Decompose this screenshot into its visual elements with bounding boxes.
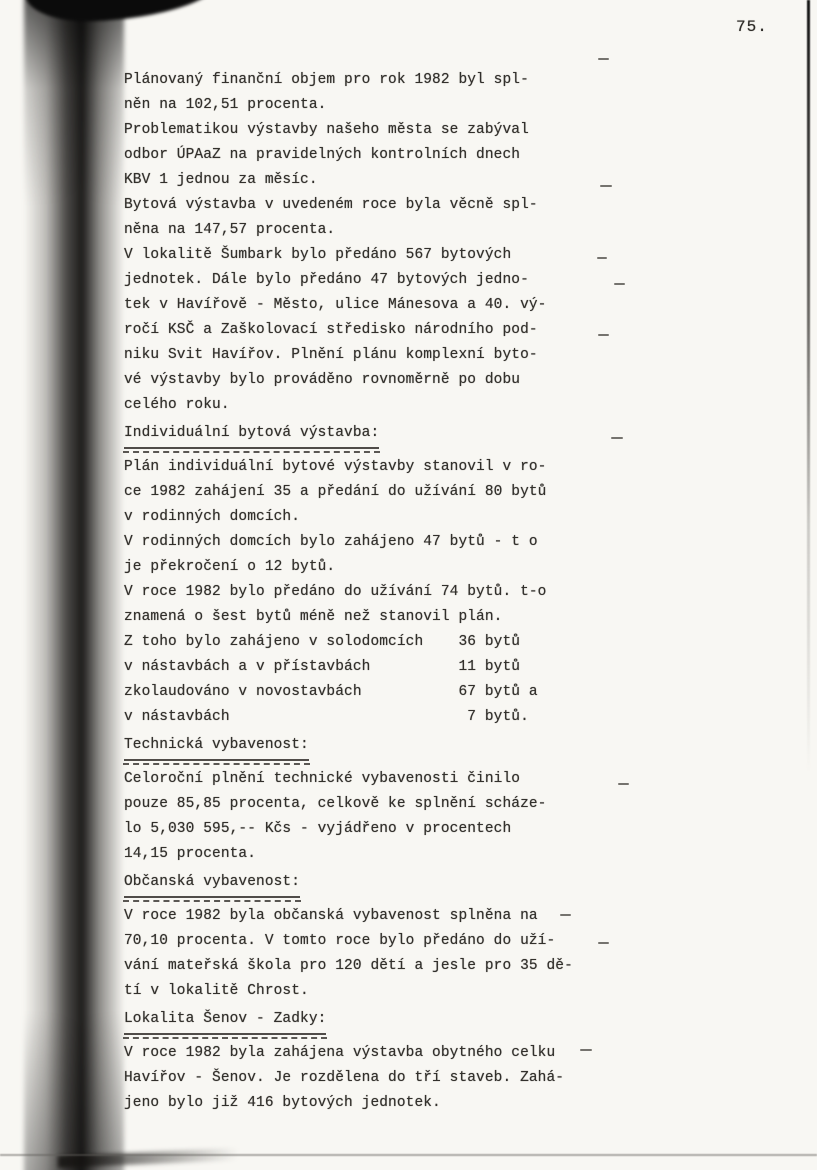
- text-line: znamená o šest bytů méně než stanovil plán.: [124, 609, 503, 625]
- text-line: V roce 1982 byla občanská vybavenost splněna na: [124, 908, 538, 924]
- text-line: V lokalitě Šumbark bylo předáno 567 bytových: [124, 247, 512, 263]
- text-line: 70,10 procenta. V tomto roce bylo předáno do uží-: [124, 933, 556, 949]
- section-heading-text: Technická vybavenost:: [124, 733, 309, 761]
- text-line: Bytová výstavba v uvedeném roce byla věcně spl-: [124, 197, 538, 213]
- text-line: niku Svit Havířov. Plnění plánu komplexní byto-: [124, 347, 538, 363]
- text-line: Problematikou výstavby našeho města se zabýval: [124, 122, 529, 138]
- text-line: zkolaudováno v novostavbách 67 bytů a: [124, 684, 538, 700]
- text-line: celého roku.: [124, 397, 230, 413]
- section-heading: [124, 733, 724, 758]
- text-line: Z toho bylo zahájeno v solodomcích 36 bytů: [124, 634, 521, 650]
- section-heading-text: Individuální bytová výstavba:: [124, 421, 379, 449]
- text-line: V roce 1982 byla zahájena výstavba obytného celku: [124, 1045, 556, 1061]
- text-line: ce 1982 zahájení 35 a předání do užívání 80 bytů: [124, 484, 547, 500]
- text-line: tí v lokalitě Chrost.: [124, 983, 309, 999]
- text-line: odbor ÚPAaZ na pravidelných kontrolních dnech: [124, 147, 521, 163]
- text-line: jednotek. Dále bylo předáno 47 bytových jedno-: [124, 272, 529, 288]
- section-heading: [124, 421, 724, 446]
- text-line: pouze 85,85 procenta, celkově ke splnění scháze-: [124, 796, 547, 812]
- text-line: lo 5,030 595,-- Kčs - vyjádřeno v procentech: [124, 821, 512, 837]
- section-heading-text: Lokalita Šenov - Zadky:: [124, 1007, 326, 1035]
- scan-artifact-right-line: [807, 0, 810, 772]
- text-line: Havířov - Šenov. Je rozdělena do tří staveb. Zahá-: [124, 1070, 565, 1086]
- text-line: něna na 147,57 procenta.: [124, 222, 336, 238]
- text-line: v rodinných domcích.: [124, 509, 301, 525]
- section-heading: [124, 1007, 724, 1032]
- text-line: jeno bylo již 416 bytových jednotek.: [124, 1095, 441, 1111]
- text-line: vání mateřská škola pro 120 dětí a jesle pro 35 dě-: [124, 958, 573, 974]
- text-line: V rodinných domcích bylo zahájeno 47 bytů - t o: [124, 534, 538, 550]
- text-line: Plánovaný finanční objem pro rok 1982 byl spl-: [124, 72, 529, 88]
- text-line: něn na 102,51 procenta.: [124, 97, 327, 113]
- page-number: 75.: [736, 18, 768, 36]
- text-line: Plán individuální bytové výstavby stanovil v ro-: [124, 459, 547, 475]
- section-heading: [124, 870, 724, 895]
- text-line: Celoroční plnění technické vybavenosti činilo: [124, 771, 521, 787]
- section-heading-text: Občanská vybavenost:: [124, 870, 300, 898]
- text-line: vé výstavby bylo prováděno rovnoměrně po dobu: [124, 372, 521, 388]
- scan-artifact-bottom-line: [0, 1154, 817, 1156]
- text-line: v nástavbách 7 bytů.: [124, 709, 529, 725]
- text-line: ročí KSČ a Zaškolovací středisko národního pod-: [124, 322, 538, 338]
- text-line: je překročení o 12 bytů.: [124, 559, 336, 575]
- scan-binding-shadow: [24, 0, 124, 1170]
- text-line: V roce 1982 bylo předáno do užívání 74 bytů. t-o: [124, 584, 547, 600]
- scan-stray-mark: [598, 58, 609, 60]
- text-line: KBV 1 jednou za měsíc.: [124, 172, 318, 188]
- text-line: v nástavbách a v přístavbách 11 bytů: [124, 659, 521, 675]
- text-line: 14,15 procenta.: [124, 846, 257, 862]
- document-text-block: [124, 68, 724, 1116]
- text-line: tek v Havířově - Město, ulice Mánesova a 40. vý-: [124, 297, 547, 313]
